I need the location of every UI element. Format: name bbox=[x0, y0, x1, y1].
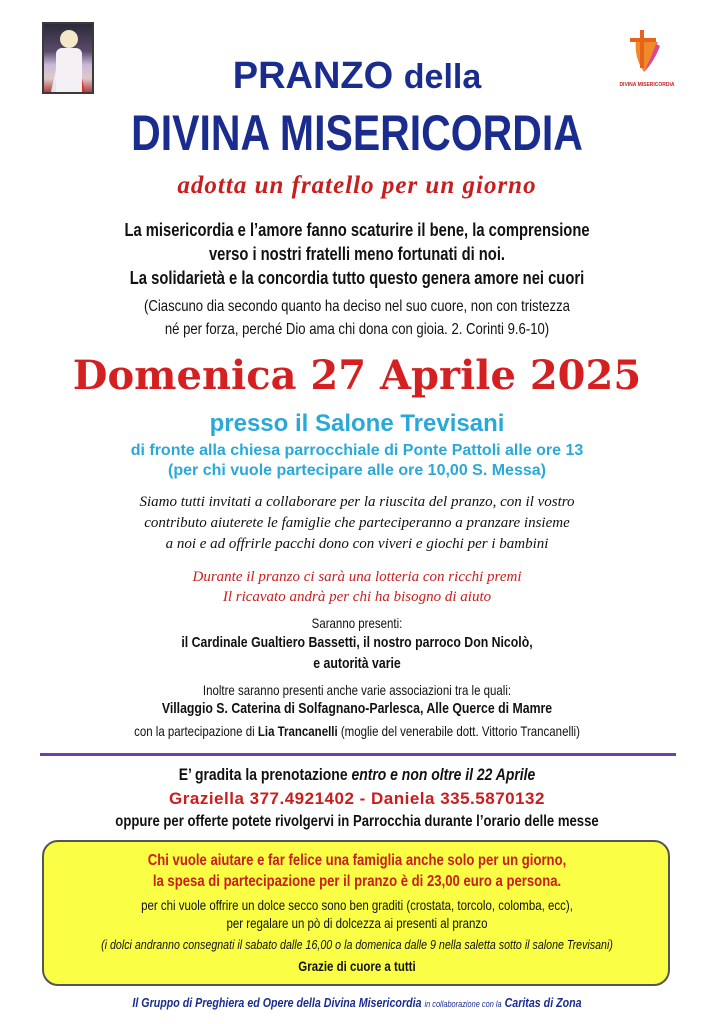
contact-phones: Graziella 377.4921402 - Daniela 335.5870132 bbox=[169, 789, 545, 808]
guests-list: il Cardinale Gualtiero Bassetti, il nostro parroco Don Nicolò, e autorità varie bbox=[181, 634, 533, 672]
bible-citation: (Ciascuno dia secondo quanto ha deciso nel suo cuore, non con tristezza né per forza, perché Dio ama chi dona con gioia. 2. Corinti 9.6-10) bbox=[144, 298, 570, 338]
guests-label: Saranno presenti: bbox=[311, 615, 403, 631]
title-pranzo: PRANZO della bbox=[232, 55, 482, 97]
associations-label: Inoltre saranno presenti anche varie associazioni tra le quali: bbox=[202, 682, 512, 698]
lottery-text: Durante il pranzo ci sarà una lotteria con ricchi premi Il ricavato andrà per chi ha bisogno di aiuto bbox=[192, 569, 522, 605]
divider bbox=[40, 753, 676, 756]
invitation-text: Siamo tutti invitati a collaborare per la riuscita del pranzo, con il vostro contributo aiuterete le famiglie che parteciperanno a pranzare insieme a noi e ad offrirle pacchi dono con viveri e giochi per i bambini bbox=[139, 494, 575, 552]
event-venue: presso il Salone Trevisani bbox=[209, 410, 505, 437]
venue-details: di fronte alla chiesa parrocchiale di Ponte Pattoli alle ore 13 (per chi vuole partecipare alle ore 10,00 S. Messa) bbox=[130, 442, 584, 479]
intro-text: La misericordia e l’amore fanno scaturire il bene, la comprensione verso i nostri fratelli meno fortunati di noi. La solidarietà e la concordia tutto questo genera amore nei cuori bbox=[124, 220, 590, 288]
dessert-delivery-note: (i dolci andranno consegnati il sabato dalle 16,00 o la domenica dalle 9 nella saletta sotto il salone Trevisani) bbox=[101, 937, 613, 952]
footer-credits: Il Gruppo di Preghiera ed Opere della Divina Misericordia in collaborazione con la Caritas di Zona bbox=[132, 995, 582, 1010]
dessert-request: per chi vuole offrire un dolce secco sono ben graditi (crostata, torcolo, colomba, ecc), per regalare un pò di dolcezza ai presenti al pranzo bbox=[141, 897, 573, 931]
event-date: Domenica 27 Aprile 2025 bbox=[72, 352, 642, 399]
partner-text: con la partecipazione di Lia Trancanelli (moglie del venerabile dott. Vittorio Trancanelli) bbox=[134, 723, 580, 739]
title-divina-misericordia: DIVINA MISERICORDIA bbox=[131, 105, 583, 161]
thanks-text: Grazie di cuore a tutti bbox=[298, 958, 416, 974]
participation-cost: Chi vuole aiutare e far felice una famiglia anche solo per un giorno, la spesa di partecipazione per il pranzo è di 23,00 euro a persona. bbox=[147, 852, 567, 890]
slogan: adotta un fratello per un giorno bbox=[177, 172, 537, 199]
offers-text: oppure per offerte potete rivolgervi in Parrocchia durante l’orario delle messe bbox=[115, 813, 599, 830]
booking-text: E’ gradita la prenotazione entro e non oltre il 22 Aprile bbox=[178, 765, 536, 784]
svg-text:DIVINA MISERICORDIA: DIVINA MISERICORDIA bbox=[619, 82, 675, 88]
associations-list: Villaggio S. Caterina di Solfagnano-Parlesca, Alle Querce di Mamre bbox=[161, 700, 553, 717]
